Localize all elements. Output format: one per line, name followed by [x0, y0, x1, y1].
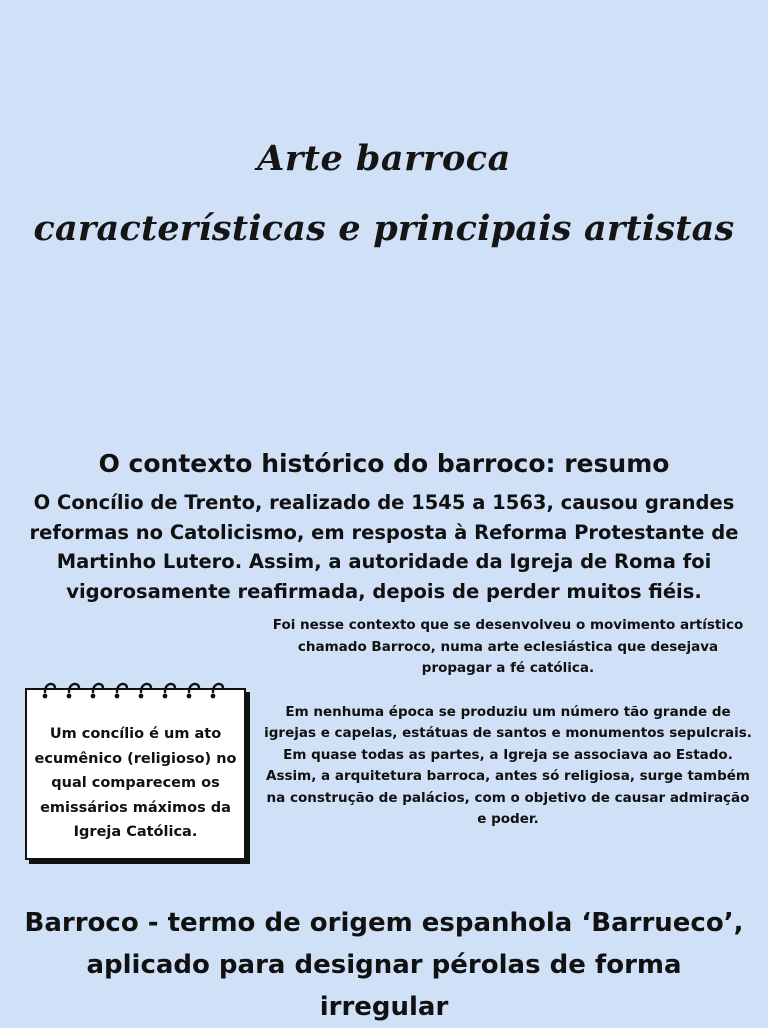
- paragraph-spacer: [264, 680, 752, 702]
- context-text-block: [264, 615, 752, 831]
- page-title-line-1: Arte barroca: [257, 138, 511, 179]
- context-paragraph-1: Foi nesse contexto que se desenvolveu o movimento artístico chamado Barroco, numa arte eclesiástica que desejava propagar a fé católica.: [272, 617, 744, 676]
- spiral-notepad-icon: [35, 676, 235, 706]
- intro-paragraph: O Concílio de Trento, realizado de 1545 a 1563, causou grandes reformas no Catolicismo, em resposta à Reforma Protestante de Martinho Lutero. Assim, a autoridade da Igreja de Roma foi vigorosamente reafirmada, depois de perder muitos fiéis.: [29, 491, 739, 603]
- section-heading: O contexto histórico do barroco: resumo: [98, 449, 670, 478]
- note-text: Um concílio é um ato ecumênico (religioso) no qual comparecem os emissários máximos da Igreja Católica.: [34, 726, 237, 840]
- footer-statement: Barroco - termo de origem espanhola ‘Barrueco’, aplicado para designar pérolas de forma irregular: [24, 908, 744, 1022]
- page-title-line-2: características e principais artistas: [33, 208, 735, 249]
- context-paragraph-3: Em quase todas as partes, a Igreja se associava ao Estado. Assim, a arquitetura barroca, antes só religiosa, surge também na construção de palácios, com o objetivo de causar admiração e poder.: [266, 746, 750, 827]
- notepad-callout: [25, 688, 246, 860]
- context-paragraph-2: Em nenhuma época se produziu um número tão grande de igrejas e capelas, estátuas de santos e monumentos sepulcrais.: [264, 703, 752, 741]
